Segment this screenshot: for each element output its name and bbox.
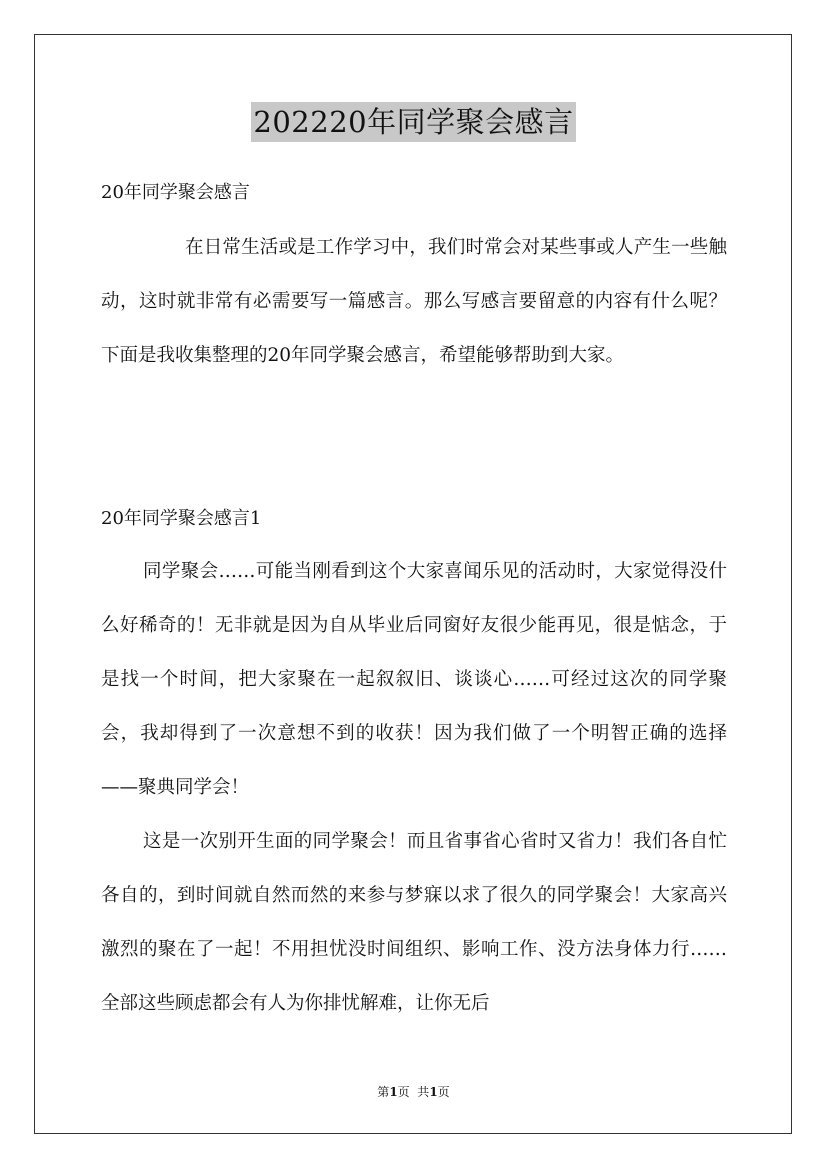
footer-mid: 页 共	[397, 1085, 430, 1099]
page-footer	[0, 1084, 827, 1100]
footer-page-current: 1	[389, 1085, 398, 1099]
intro-paragraph: 在日常生活或是工作学习中，我们时常会对某些事或人产生一些触动，这时就非常有必需要写一篇感言。那么写感言要留意的内容有什么呢？下面是我收集整理的20年同学聚会感言，希望能够帮助到大家。	[101, 237, 727, 366]
body-paragraph-1: 同学聚会……可能当刚看到这个大家喜闻乐见的活动时，大家觉得没什么好稀奇的！无非就是因为自从毕业后同窗好友很少能再见，很是惦念，于是找一个时间，把大家聚在一起叙叙旧、谈谈心……可经过这次的同学聚会，我却得到了一次意想不到的收获！因为我们做了一个明智正确的选择——聚典同学会！	[101, 561, 727, 798]
footer-suffix: 页	[437, 1085, 450, 1099]
footer-prefix: 第	[377, 1085, 390, 1099]
document-title: 202220年同学聚会感言	[251, 102, 575, 142]
body-paragraph-2: 这是一次别开生面的同学聚会！而且省事省心省时又省力！我们各自忙各自的，到时间就自然而然的来参与梦寐以求了很久的同学聚会！大家高兴激烈的聚在了一起！不用担忧没时间组织、影响工作、没方法身体力行……全部这些顾虑都会有人为你排忧解难，让你无后	[101, 831, 727, 1014]
footer-page-total: 1	[429, 1085, 438, 1099]
title-container	[0, 102, 827, 142]
section-heading: 20年同学聚会感言1	[101, 508, 262, 529]
document-subtitle: 20年同学聚会感言	[101, 182, 250, 203]
